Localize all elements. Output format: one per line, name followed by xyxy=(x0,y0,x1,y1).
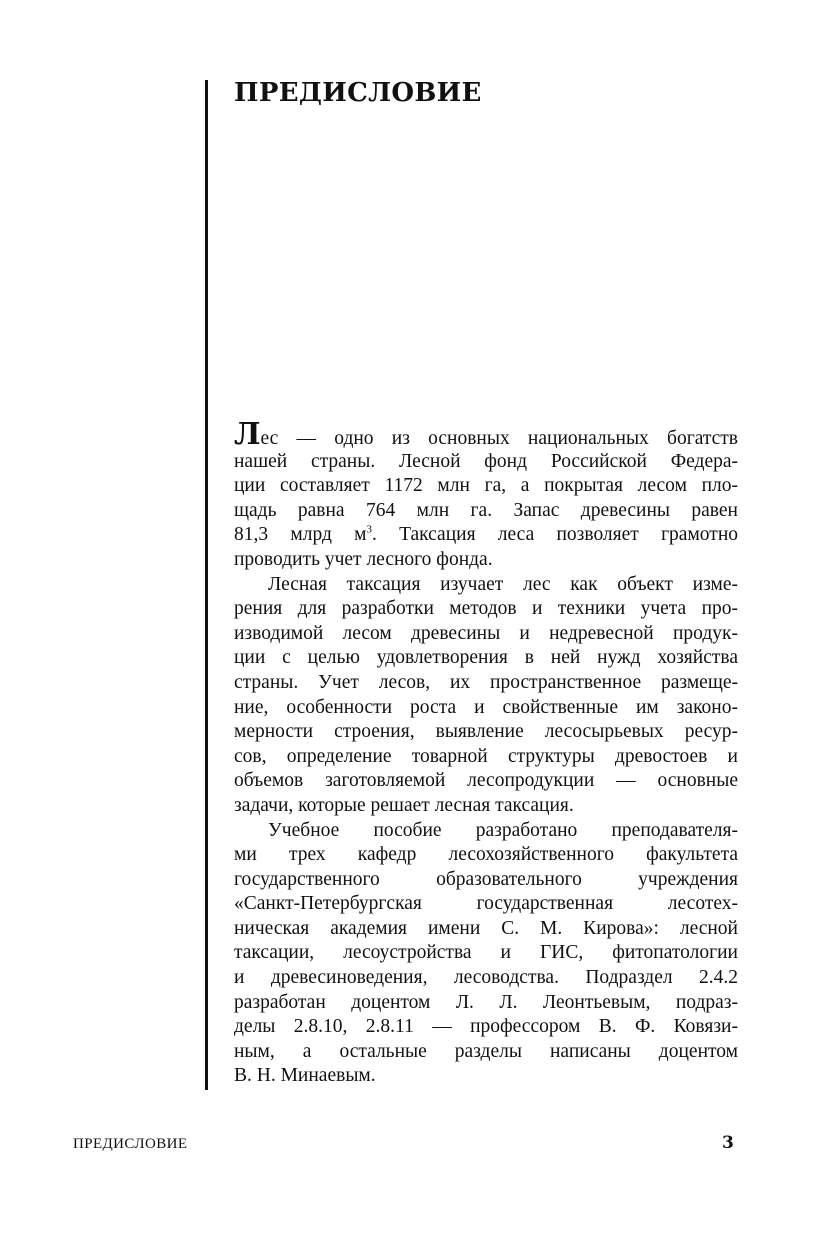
paragraph-3-line: таксации, лесоустройства и ГИС, фитопатологии xyxy=(234,942,738,964)
paragraph-1-line-5-text: . Таксация леса позволяет грамотно xyxy=(371,524,739,546)
running-title: ПРЕДИСЛОВИЕ xyxy=(73,1136,188,1152)
paragraph-3-line: и древесиноведения, лесоводства. Подраздел 2.4.2 xyxy=(234,967,738,989)
paragraph-2-line: страны. Учет лесов, их пространственное размеще- xyxy=(234,671,738,693)
paragraph-2-line: рения для разработки методов и техники учета про- xyxy=(234,598,738,620)
paragraph-3-last-line: В. Н. Минаевым. xyxy=(234,1065,376,1087)
paragraph-3-line: делы 2.8.10, 2.8.11 — профессором В. Ф. Ковязи- xyxy=(234,1016,738,1038)
superscript: 3 xyxy=(366,523,372,536)
paragraph-1-line: нашей страны. Лесной фонд Российской Федера- xyxy=(234,450,738,472)
paragraph-3-line: ми трех кафедр лесохозяйственного факультета xyxy=(234,844,738,866)
vertical-rule xyxy=(205,80,208,1090)
paragraph-3-line: государственного образовательного учреждения xyxy=(234,868,738,890)
page-title: ПРЕДИСЛОВИЕ xyxy=(234,78,482,108)
body-text xyxy=(234,417,739,1089)
paragraph-2-line: ние, особенности роста и свойственные им законо- xyxy=(234,696,738,718)
paragraph-1-line: ции составляет 1172 млн га, а покрытая лесом пло- xyxy=(234,475,738,497)
paragraph-2-line: ции с целью удовлетворения в ней нужд хозяйства xyxy=(234,647,738,669)
paragraph-2-line: сов, определение товарной структуры древостоев и xyxy=(234,745,738,767)
paragraph-2-line: Лесная таксация изучает лес как объект изме- xyxy=(268,573,738,595)
paragraph-1-line-5 xyxy=(234,523,738,548)
volume-value: 81,3 млрд м xyxy=(234,524,367,546)
paragraph-2-line: объемов заготовляемой лесопродукции — основные xyxy=(234,770,738,792)
paragraph-2-line: мерности строения, выявление лесосырьевых ресур- xyxy=(234,721,738,743)
paragraph-1-last-line: проводить учет лесного фонда. xyxy=(234,548,493,570)
paragraph-2-line: изводимой лесом древесины и недревесной продук- xyxy=(234,622,738,644)
paragraph-2-last-line: задачи, которые решает лесная таксация. xyxy=(234,794,574,816)
paragraph-3-line: разработан доцентом Л. Л. Леонтьевым, подраз- xyxy=(234,991,738,1013)
paragraph-1-line-1-text: ес — одно из основных национальных богатств xyxy=(260,428,738,449)
paragraph-3-line: Учебное пособие разработано преподавателя- xyxy=(268,819,738,841)
drop-cap: Л xyxy=(234,417,261,452)
paragraph-3-line: ным, а остальные разделы написаны доцентом xyxy=(234,1040,738,1062)
paragraph-1-line-1 xyxy=(234,417,738,452)
page-number: 3 xyxy=(722,1133,734,1153)
paragraph-3-line: ническая академия имени С. М. Кирова»: лесной xyxy=(234,917,738,939)
paragraph-1-line: щадь равна 764 млн га. Запас древесины равен xyxy=(234,499,738,521)
paragraph-3-line: «Санкт-Петербургская государственная лесотех- xyxy=(234,893,738,915)
